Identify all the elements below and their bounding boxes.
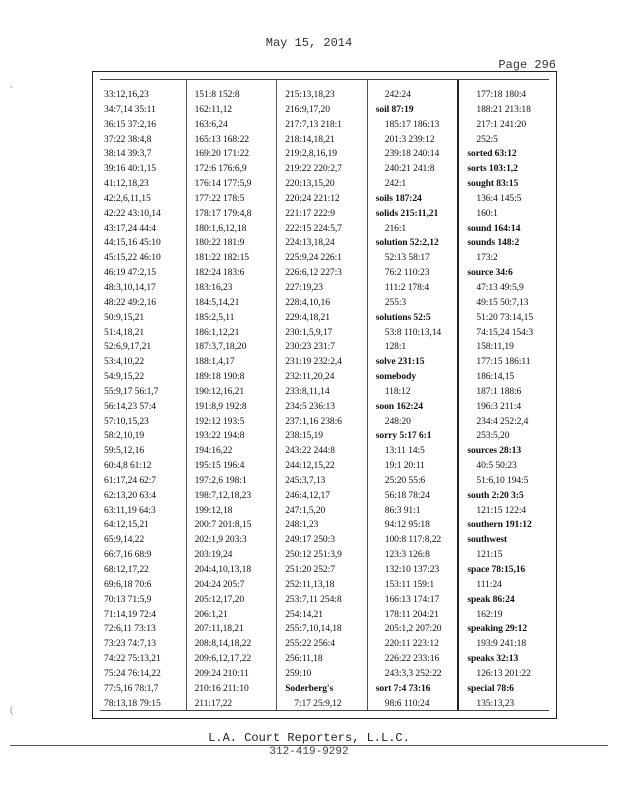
index-entry: 186:14,15 [476,371,515,383]
index-entry: 178:11 204:21 [384,608,439,620]
index-entry: 231:19 232:2,4 [285,356,342,368]
index-entry: 48:3,10,14,17 [104,281,156,293]
index-entry: 153:11 159:1 [384,578,435,590]
index-entry: 182:24 183:6 [194,267,245,279]
index-entry: 206:1,21 [194,608,228,620]
index-column-1 [100,80,186,710]
index-term: sorry 5:17 6:1 [375,430,432,442]
index-term: sounds 148:2 [467,237,520,249]
index-entry: 253:5,20 [476,430,510,442]
transcript-date: May 15, 2014 [265,36,353,50]
index-entry: 132:10 137:23 [384,564,440,575]
index-entry: 54:9,15,22 [104,371,145,383]
index-entry: 244:12,15,22 [285,460,335,472]
index-term: soon 162:24 [375,400,423,412]
index-entry: 62:13,20 63:4 [104,489,156,501]
index-entry: 243:3,3 252:22 [384,667,442,679]
index-entry: 200:7 201:8,15 [194,519,252,531]
index-entry: 220:24 221:12 [285,192,340,204]
index-entry: 255:22 256:4 [285,638,335,650]
index-term: sorts 103:1,2 [467,163,518,175]
index-entry: 255:7,10,14,18 [285,623,342,635]
index-frame [92,71,557,719]
index-entry: 13:11 14:5 [384,445,425,457]
index-entry: 34:7,14 35:11 [104,103,156,115]
index-term: sound 164:14 [467,222,521,234]
index-entry: 111:24 [476,578,502,590]
index-entry: 217:7,13 218:1 [285,118,342,130]
index-entry: 180:1,6,12,18 [194,222,247,234]
index-entry: 205:12,17,20 [194,593,245,605]
index-term: sources 28:13 [467,445,522,457]
index-term: solids 215:11,21 [375,207,439,219]
index-entry: 25:20 55:6 [384,474,426,486]
index-entry: 208:8,14,18,22 [194,638,252,650]
index-entry: 185:2,5,11 [194,311,235,323]
index-entry: 233:8,11,14 [285,385,330,397]
index-entry: 215:13,18,23 [285,89,335,100]
index-entry: 228:4,10,16 [285,296,330,308]
index-entry: 243:22 244:8 [285,445,335,457]
index-entry: 86:3 91:1 [384,504,421,516]
index-entry: 251:20 252:7 [285,564,335,575]
index-entry: 158:11,19 [476,341,514,353]
index-entry: 237:1,16 238:6 [285,415,342,427]
index-entry: 7:17 25:9,12 [294,697,342,709]
index-entry: 98:6 110:24 [384,697,430,709]
index-entry: 226:22 233:16 [384,653,440,665]
index-columns [100,79,549,711]
index-entry: 249:17 250:3 [285,534,335,546]
index-entry: 234:4 252:2,4 [476,415,529,427]
index-entry: 44:15,16 45:10 [104,237,161,249]
index-entry: 48:22 49:2,16 [104,296,156,308]
index-entry: 177:15 186:11 [476,356,531,368]
index-entry: 51:20 73:14,15 [476,311,534,323]
index-entry: 195:15 196:4 [194,460,245,472]
index-entry: 255:3 [384,296,407,308]
index-entry: 224:13,18,24 [285,237,335,249]
index-entry: 70:13 71:5,9 [104,593,152,605]
index-term: speaks 32:13 [467,653,519,665]
index-entry: 252:11,13,18 [285,578,335,590]
index-entry: 242:1 [384,178,407,190]
index-term: special 78:6 [467,682,514,694]
index-entry: 121:15 122:4 [476,504,527,516]
index-entry: 252:5 [476,133,498,145]
index-entry: 190:12,16,21 [194,385,245,397]
index-entry: 78:13,18 79:15 [104,697,161,709]
index-entry: 166:13 174:17 [384,593,440,605]
index-entry: 256:11,18 [285,653,323,665]
index-entry: 165:13 168:22 [194,133,249,145]
index-term: speak 86:24 [467,593,515,605]
index-entry: 37:22 38:4,8 [104,133,152,145]
page-number: Page 296 [498,58,556,72]
index-entry: 63:11,19 64:3 [104,504,156,516]
index-entry: 56:18 78:24 [384,489,430,501]
index-entry: 191:8,9 192:8 [194,400,247,412]
index-entry: 61:17,24 62:7 [104,474,156,486]
index-entry: 163:6,24 [194,118,228,130]
index-column-5 [457,80,549,710]
index-entry: 53:8 110:13,14 [384,326,442,338]
index-entry: 232:11,20,24 [285,371,335,383]
index-entry: 172:6 176:6,9 [194,163,247,175]
index-term: somebody [375,371,417,383]
index-entry: 58:2,10,19 [104,430,145,442]
index-entry: 229:4,18,21 [285,311,330,323]
index-entry: 33:12,16,23 [104,89,149,100]
index-entry: 68:12,17,22 [104,564,149,575]
index-entry: 53:4,10,22 [104,356,145,368]
index-term: soil 87:19 [375,103,414,115]
index-entry: 52:6,9,17,21 [104,341,152,353]
index-term: southern 191:12 [467,519,532,531]
index-entry: 183:16,23 [194,281,233,293]
index-entry: 73:23 74:7,13 [104,638,156,650]
index-column-3 [276,80,367,710]
index-entry: 220:11 223:12 [384,638,439,650]
index-entry: 100:8 117:8,22 [384,534,442,546]
index-entry: 246:4,12,17 [285,489,330,501]
index-entry: 45:15,22 46:10 [104,252,161,264]
index-term: sorted 63:12 [467,148,517,160]
index-entry: 60:4,8 61:12 [104,460,152,472]
index-entry: 19:1 20:11 [384,460,425,472]
index-term: speaking 29:12 [467,623,528,635]
index-entry: 188:1,4,17 [194,356,235,368]
index-entry: 42:2,6,11,15 [104,192,151,204]
index-entry: 196:3 211:4 [476,400,522,412]
index-entry: 135:13,23 [476,697,515,709]
index-entry: 203:19,24 [194,549,233,561]
index-term: sort 7:4 73:16 [375,682,431,694]
index-entry: 176:14 177:5,9 [194,178,252,190]
index-entry: 36:15 37:2,16 [104,118,156,130]
index-term: south 2:20 3:5 [467,489,524,501]
index-entry: 219:22 220:2,7 [285,163,342,175]
index-entry: 209:6,12,17,22 [194,653,252,665]
index-term: Soderberg's [285,682,334,694]
index-entry: 75:24 76:14,22 [104,667,161,679]
index-entry: 160:1 [476,207,498,219]
index-entry: 162:11,12 [194,103,232,115]
index-entry: 211:17,22 [194,697,232,709]
index-entry: 77:5,16 78:1,7 [104,682,159,694]
index-entry: 204:24 205:7 [194,578,245,590]
index-entry: 238:15,19 [285,430,323,442]
index-entry: 173:2 [476,252,498,264]
index-entry: 222:15 224:5,7 [285,222,342,234]
index-column-4 [367,80,458,710]
index-entry: 189:18 190:8 [194,371,245,383]
footer-phone: 312-419-9292 [269,746,349,758]
index-term: solve 231:15 [375,356,425,368]
index-entry: 111:2 178:4 [384,281,430,293]
index-entry: 250:12 251:3,9 [285,549,342,561]
index-entry: 94:12 95:18 [384,519,430,531]
index-entry: 66:7,16 68:9 [104,549,152,561]
index-entry: 204:4,10,13,18 [194,564,252,575]
scan-mark: ˛ [10,78,14,89]
index-entry: 209:24 210:11 [194,667,249,679]
index-entry: 43:17,24 44:4 [104,222,156,234]
index-entry: 207:11,18,21 [194,623,244,635]
index-entry: 59:5,12,16 [104,445,145,457]
footer-company: L.A. Court Reporters, L.L.C. [208,731,410,745]
index-entry: 227:19,23 [285,281,323,293]
index-term: space 78:15,16 [467,564,526,575]
index-entry: 51:6,10 194:5 [476,474,529,486]
index-entry: 234:5 236:13 [285,400,335,412]
index-entry: 74:22 75:13,21 [104,653,161,665]
index-entry: 50:9,15,21 [104,311,145,323]
index-entry: 219:2,8,16,19 [285,148,337,160]
index-entry: 178:17 179:4,8 [194,207,252,219]
index-entry: 187:3,7,18,20 [194,341,247,353]
index-entry: 184:5,14,21 [194,296,240,308]
index-term: solutions 52:5 [375,311,431,323]
index-entry: 202:1,9 203:3 [194,534,247,546]
index-entry: 65:9,14,22 [104,534,145,546]
index-entry: 57:10,15,23 [104,415,149,427]
index-entry: 56:14,23 57:4 [104,400,156,412]
index-entry: 51:4,18,21 [104,326,145,338]
index-entry: 151:8 152:8 [194,89,240,100]
index-entry: 230:23 231:7 [285,341,335,353]
index-entry: 180:22 181:9 [194,237,245,249]
index-entry: 177:22 178:5 [194,192,245,204]
index-entry: 177:18 180:4 [476,89,527,100]
index-term: soils 187:24 [375,192,422,204]
index-entry: 205:1,2 207:20 [384,623,442,635]
index-entry: 162:19 [476,608,503,620]
index-entry: 121:15 [476,549,503,561]
index-entry: 216:1 [384,222,407,234]
index-entry: 248:1,23 [285,519,319,531]
index-entry: 198:7,12,18,23 [194,489,252,501]
index-entry: 240:21 241:8 [384,163,435,175]
index-entry: 259:10 [285,667,312,679]
index-term: solution 52:2,12 [375,237,439,249]
index-entry: 230:1,5,9,17 [285,326,333,338]
index-entry: 72:6,11 73:13 [104,623,156,635]
index-entry: 39:16 40:1,15 [104,163,156,175]
index-entry: 187:1 188:6 [476,385,522,397]
index-entry: 193:9 241:18 [476,638,527,650]
index-entry: 197:2,6 198:1 [194,474,247,486]
index-entry: 52:13 58:17 [384,252,430,264]
index-entry: 186:1,12,21 [194,326,240,338]
index-entry: 76:2 110:23 [384,267,430,279]
index-entry: 248:20 [384,415,411,427]
index-entry: 239:18 240:14 [384,148,440,160]
index-entry: 193:22 194:8 [194,430,245,442]
index-entry: 169:20 171:22 [194,148,249,160]
scan-mark: ( [10,705,14,716]
index-entry: 71:14,19 72:4 [104,608,156,620]
index-entry: 64:12,15,21 [104,519,149,531]
index-entry: 38:14 39:3,7 [104,148,152,160]
index-entry: 216:9,17,20 [285,103,330,115]
index-entry: 226:6,12 227:3 [285,267,342,279]
index-entry: 254:14,21 [285,608,323,620]
index-entry: 218:14,18,21 [285,133,335,145]
index-entry: 247:1,5,20 [285,504,326,516]
index-entry: 46:19 47:2,15 [104,267,156,279]
index-entry: 199:12,18 [194,504,233,516]
index-term: source 34:6 [467,267,513,279]
index-entry: 55:9,17 56:1,7 [104,385,159,397]
index-entry: 201:3 239:12 [384,133,435,145]
index-entry: 185:17 186:13 [384,118,440,130]
index-entry: 217:1 241:20 [476,118,527,130]
index-term: sought 83:15 [467,178,519,190]
index-entry: 126:13 201:22 [476,667,531,679]
index-column-2 [186,80,277,710]
index-term: southwest [467,534,507,546]
index-entry: 210:16 211:10 [194,682,249,694]
index-entry: 42:22 43:10,14 [104,207,161,219]
index-entry: 128:1 [384,341,407,353]
index-entry: 221:17 222:9 [285,207,335,219]
index-entry: 253:7,11 254:8 [285,593,342,605]
index-entry: 194:16,22 [194,445,233,457]
index-entry: 49:15 50:7,13 [476,296,529,308]
index-entry: 181:22 182:15 [194,252,249,264]
index-entry: 41:12,18,23 [104,178,149,190]
index-entry: 242:24 [384,89,411,100]
index-entry: 188:21 213:18 [476,103,531,115]
index-entry: 47:13 49:5,9 [476,281,524,293]
index-entry: 123:3 126:8 [384,549,430,561]
index-entry: 118:12 [384,385,411,397]
index-entry: 69:6,18 70:6 [104,578,152,590]
index-entry: 220:13,15,20 [285,178,335,190]
index-entry: 192:12 193:5 [194,415,245,427]
index-entry: 40:5 50:23 [476,460,517,472]
index-entry: 225:9,24 226:1 [285,252,342,264]
index-entry: 245:3,7,13 [285,474,326,486]
index-entry: 136:4 145:5 [476,192,522,204]
index-entry: 74:15,24 154:3 [476,326,534,338]
